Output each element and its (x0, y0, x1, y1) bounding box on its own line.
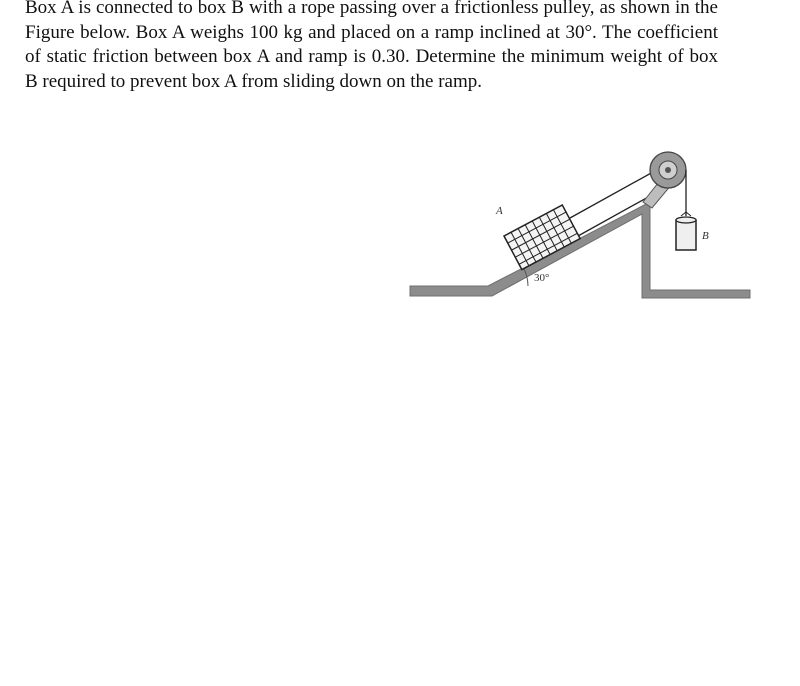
box-b (676, 212, 696, 250)
problem-statement: Box A is connected to box B with a rope passing over a frictionless pulley, as shown in the Figure below. Box A weighs 100 kg and placed on a ramp inclined at 30°. The coefficient of static friction between box A and ramp is 0.30. Determine the minimum weight of box B required to prevent box A from sliding down on the ramp. (25, 0, 718, 92)
label-box-a: A (496, 205, 503, 217)
label-box-b: B (702, 230, 709, 242)
ground-ramp-support (410, 202, 750, 298)
ramp-pulley-figure (400, 140, 760, 310)
label-angle: 30° (534, 272, 550, 284)
pulley (650, 152, 686, 188)
